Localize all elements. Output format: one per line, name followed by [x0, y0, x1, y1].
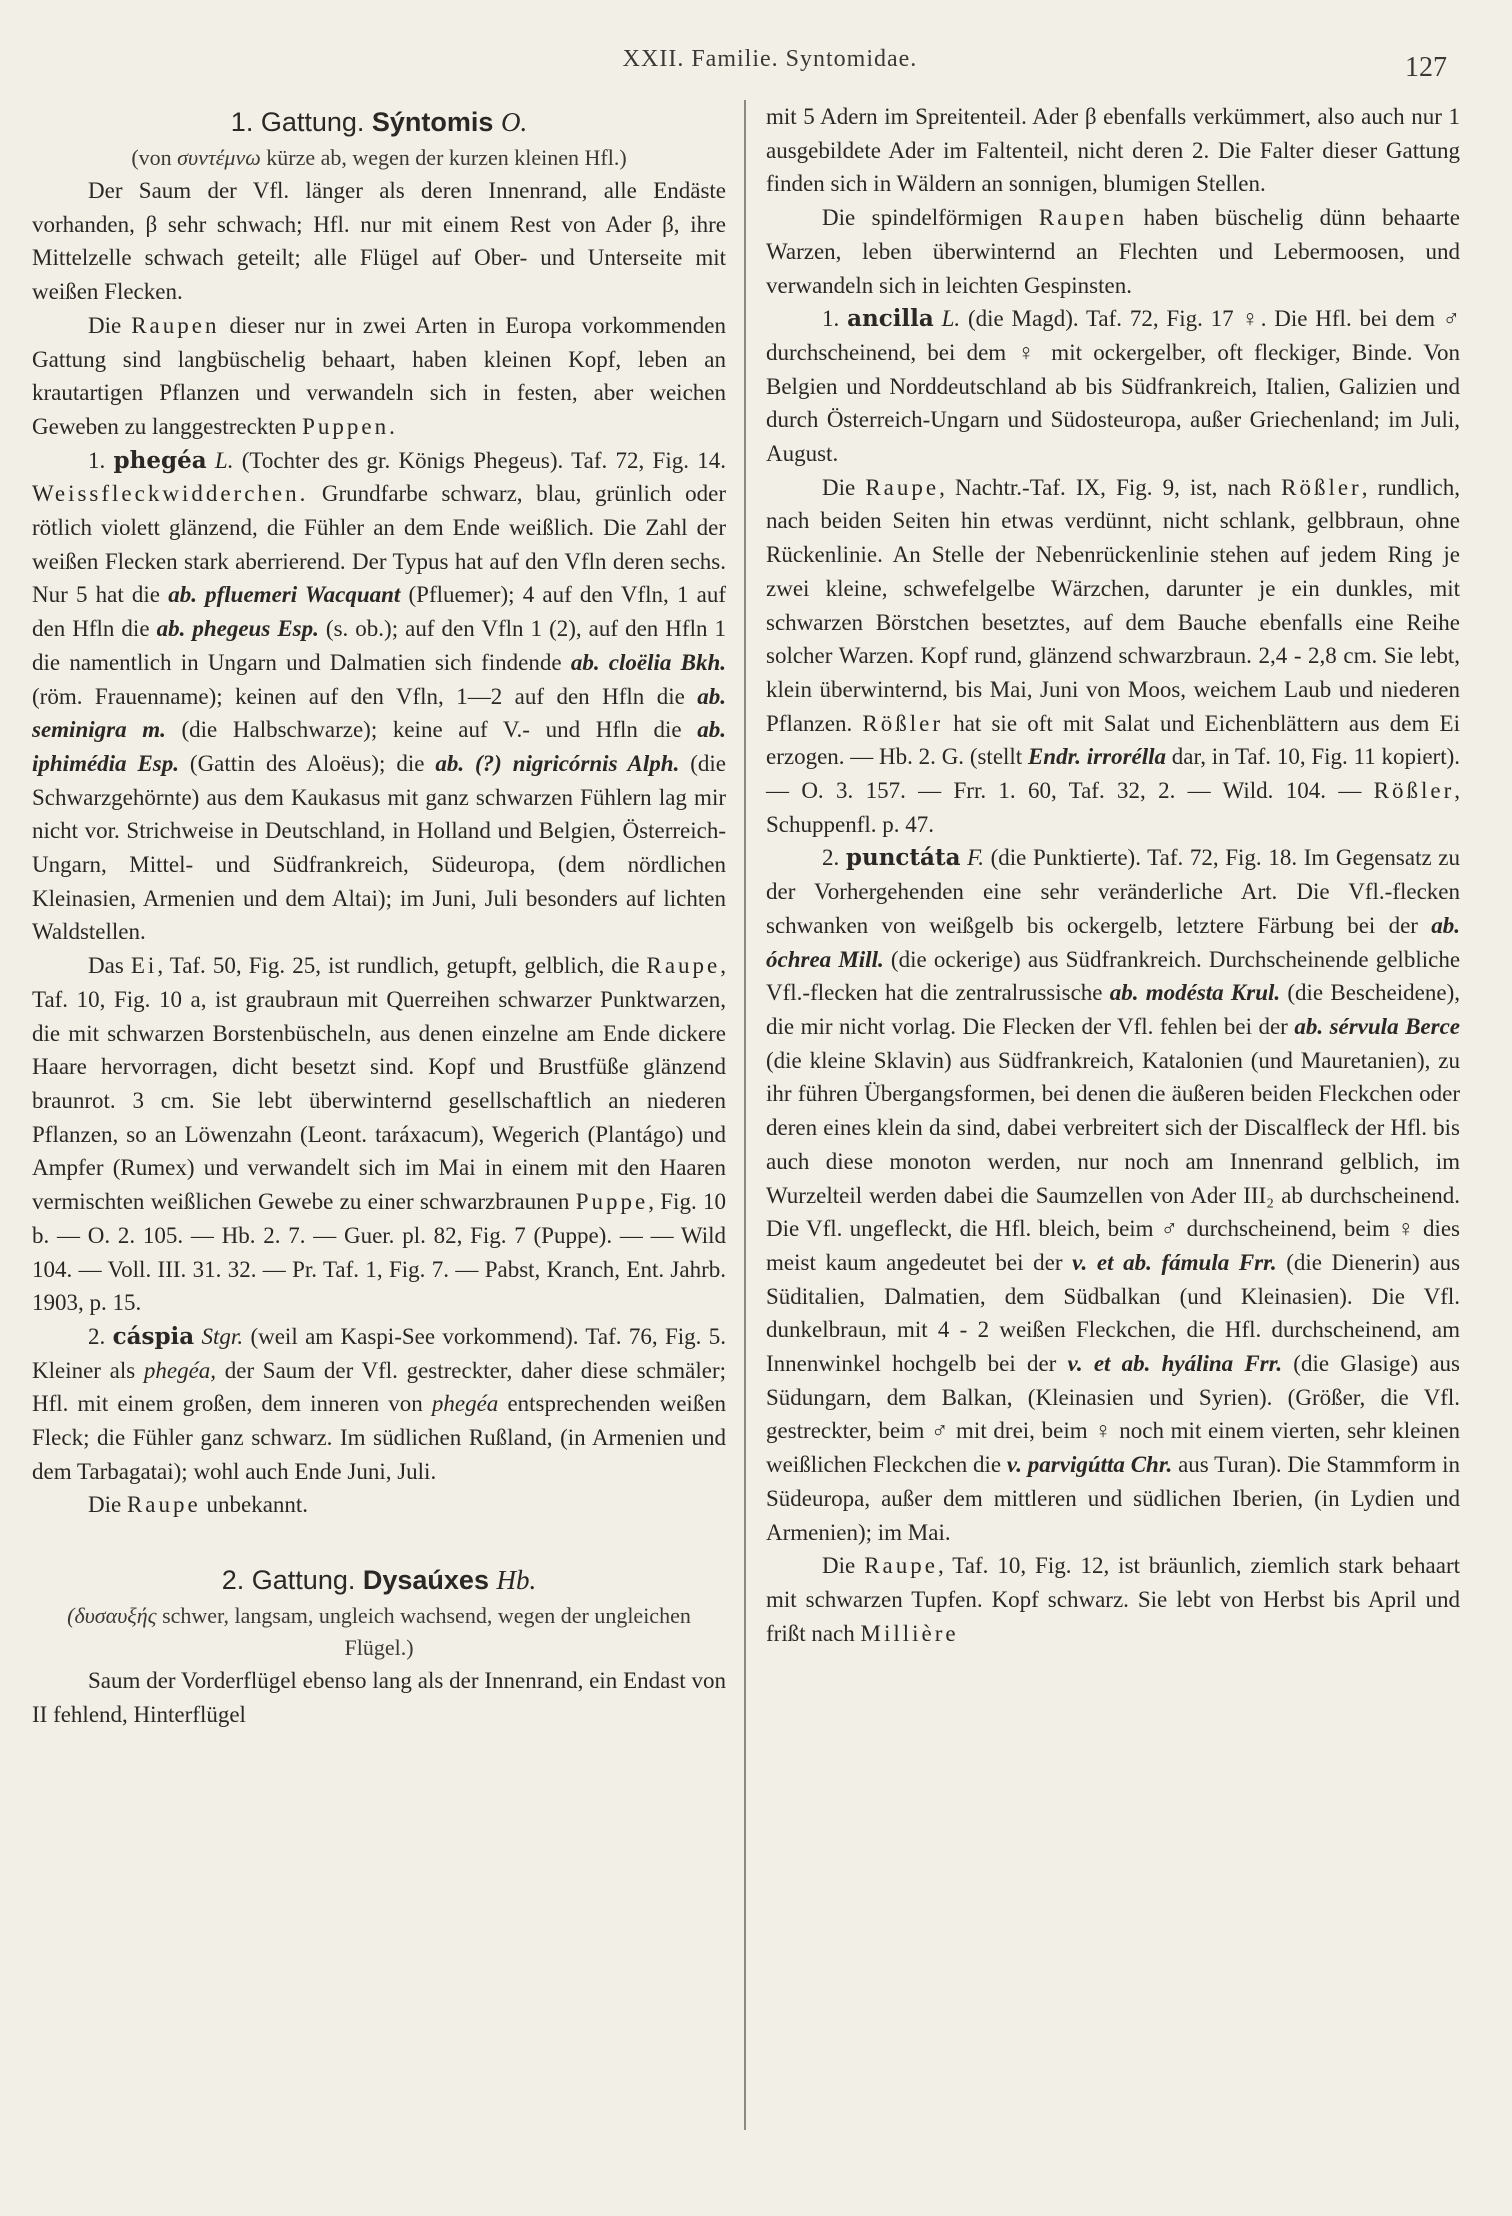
text-run: unbekannt. — [206, 1492, 309, 1518]
spaced-term: Raupe — [865, 474, 940, 500]
text-run: Die — [88, 312, 122, 338]
text-run: (röm. Frauenname); keinen auf den Vfln, 1—2 auf den Hfln die — [32, 683, 685, 709]
spaced-term: Raupe — [646, 953, 721, 979]
text-run: (s. ob.); auf den Vfln 1 (2), auf den Hfln 1 die namentlich in Ungarn und Dalmatien sich findende — [32, 616, 726, 675]
text-run: (die Dienerin) aus Süditalien, Dalmatien, dem Südbalkan (und Kleinasien). Die Vfl. dunkelbraun, mit 4 - 2 weißen Fleckchen, die Hfl. durchscheinend, am Innenwinkel hochgelb bei der — [766, 1249, 1461, 1377]
aberration-name: ab. modésta Krul. — [1109, 980, 1281, 1006]
etymology-text: schwer, langsam, ungleich wachsend, wegen der ungleichen Flügel.) — [162, 1603, 691, 1661]
aberration-name: ab. sérvula Berce — [1294, 1013, 1460, 1039]
column-divider — [744, 100, 746, 2130]
genus-heading-syntomis — [32, 104, 726, 140]
phegea-egg-larva-paragraph — [32, 949, 726, 1320]
genus-number: 1. Gattung. — [230, 107, 365, 137]
species-author: Stgr. — [201, 1323, 244, 1349]
text-run: (die Halbschwarze); keine auf V.- und Hfln die — [181, 717, 682, 743]
species-author: F. — [967, 845, 984, 871]
author-name: Rößler — [1373, 778, 1455, 804]
text-run: (die Glasige) aus Südungarn, dem Balkan, (Kleinasien und Syrien). (Größer, die Vfl. gestreckter, beim ♂ mit drei, beim ♀ noch mit einem vierten, sehr kleinen weißlichen Fleckchen die — [766, 1351, 1461, 1478]
text-run: , rundlich, nach beiden Seiten hin etwas verdünnt, nicht schlank, gelbbraun, ohne Rückenlinie. An Stelle der Nebenrückenlinie stehen auf jedem Ring je zwei kleine, schwefelgelbe Wärzchen, darunter je ein dunkles, mit schwarzen Börstchen besetztes, auf dem Bauche ebenfalls eine Reihe solcher Warzen. Kopf rund, glänzend schwarzbraun. 2,4 - 2,8 cm. Sie lebt, klein überwinternd, bis Mai, Juni von Moos, weichem Laub und niederen Pflanzen. — [766, 474, 1460, 736]
species-phegea — [32, 444, 726, 950]
ancilla-larva-paragraph — [766, 471, 1460, 842]
aberration-name: ab. phegeus Esp. — [156, 616, 319, 642]
species-author: L. — [214, 447, 234, 473]
genus-etymology — [32, 1600, 726, 1664]
text-run: Die spindelförmigen — [822, 205, 1023, 231]
genus-author: O. — [500, 107, 528, 137]
text-run: der Saum der Vfl. gestreckter, daher diese schmäler; Hfl. mit einem großen, dem inneren von — [32, 1357, 727, 1417]
aberration-name: v. et ab. hyálina Frr. — [1067, 1351, 1283, 1377]
text-run: Die — [822, 1553, 856, 1579]
spaced-term: Raupen — [1038, 205, 1128, 231]
spaced-term: Raupe — [126, 1492, 201, 1518]
species-reference: Endr. irrorélla — [1027, 744, 1167, 770]
right-column — [766, 100, 1460, 1650]
genus-name: Sýntomis — [371, 107, 494, 137]
text-run: (Tochter des gr. Königs Phegeus). Taf. 72, Fig. 14. — [241, 447, 727, 473]
text-run: (die kleine Sklavin) aus Südfrankreich, Katalonien (und Mauretanien), zu ihr führen Übergangsformen, bei denen die äußeren beiden Fleckchen oder deren eines klein da sind, dabei verbreitert sich der Discalfleck der Hfl. bis auch diese monoton werden, nur noch am Innenrand gelblich, im Wurzelteil werden dabei die Saumzellen von Ader III₂ ab durchscheinend. Die Vfl. ungefleckt, die Hfl. bleich, beim ♂ durchscheinend, beim ♀ dies meist kaum angedeutet bei der — [766, 1047, 1460, 1275]
greek-word: συντέμνω — [177, 145, 261, 170]
text-run: hat sie oft mit Salat und Eichenblättern aus dem Ei erzogen. — Hb. 2. G. (stellt — [766, 710, 1460, 770]
species-number: 2. — [822, 845, 840, 871]
aberration-name: ab. óchrea Mill. — [766, 912, 1460, 972]
aberration-name: ab. iphimédia Esp. — [32, 717, 727, 776]
text-run: (die Punktierte). Taf. 72, Fig. 18. Im Gegensatz zu der Vorhergehenden eine sehr veränderliche Art. Die Vfl.-flecken schwanken von weißgelb bis ockergelb, letztere Färbung bei der — [766, 845, 1461, 938]
aberration-name: v. et ab. fámula Frr. — [1072, 1249, 1277, 1275]
species-punctata — [766, 841, 1460, 1549]
running-head: XXII. Familie. Syntomidae. — [622, 46, 918, 72]
genus-larva-paragraph — [32, 309, 726, 444]
spaced-term: Raupen — [131, 312, 220, 338]
text-run: (Pfluemer); 4 auf den Vfln, 1 auf den Hfln die — [32, 582, 727, 642]
genus-etymology — [32, 142, 726, 174]
text-run: (die ockerige) aus Südfrankreich. Durchscheinende gelbliche Vfl.-flecken hat die zentralrussische — [766, 946, 1461, 1006]
genus-description-continued: mit 5 Adern im Spreitenteil. Ader β ebenfalls verkümmert, also auch nur 1 ausgebildete Ader im Faltenteil, nicht deren 2. Die Falter dieser Gattung finden sich in Wäldern an sonnigen, blumigen Stellen. — [766, 104, 1460, 197]
text-run: (die Bescheidene), die mir nicht vorlag. Die Flecken der Vfl. fehlen bei der — [766, 980, 1460, 1039]
etymology-text: kürze ab, wegen der kurzen kleinen Hfl.) — [266, 145, 627, 170]
species-name: ancilla — [847, 305, 934, 333]
aberration-name: ab. seminigra m. — [32, 683, 727, 743]
species-name: cáspia — [112, 1322, 195, 1350]
genus-heading-dysauxes — [32, 1562, 726, 1598]
species-reference: phegéa, — [143, 1357, 217, 1383]
text-run: , Fig. 10 b. — O. 2. 105. — Hb. 2. 7. — Guer. pl. 82, Fig. 7 (Puppe). — — Wild 104. — Voll. III. 31. 32. — Pr. Taf. 1, Fig. 7. — Pabst, Kranch, Ent. Jahrb. 1903, p. 15. — [32, 1189, 727, 1316]
etymology-text: (von — [131, 145, 172, 170]
author-name: Millière — [860, 1620, 959, 1646]
aberration-name: ab. cloëlia Bkh. — [570, 649, 726, 675]
species-caspia — [32, 1320, 726, 1489]
species-name: punctáta — [845, 844, 961, 872]
species-number: 1. — [88, 447, 106, 473]
text-run: Die — [822, 474, 856, 500]
text-run: entsprechenden weißen Fleck; die Fühler ganz schwarz. Im südlichen Rußland, (in Armenien und dem Tarbagatai); wohl auch Ende Juni, Juli. — [32, 1391, 727, 1484]
vernacular-name: Weissfleckwidderchen. — [32, 481, 309, 507]
text-run: aus Turan). Die Stammform in Südeuropa, außer dem mittleren und südlichen Iberien, (in Lydien und Armenien); im Mai. — [766, 1452, 1460, 1545]
spaced-term: Raupe — [864, 1553, 938, 1579]
species-number: 1. — [822, 306, 840, 332]
text-run: , Taf. 50, Fig. 25, ist rundlich, getupft, gelblich, die — [157, 953, 640, 979]
spaced-term: Ei — [130, 953, 158, 979]
text-run: , Schuppenfl. p. 47. — [766, 778, 1461, 837]
punctata-larva-paragraph — [766, 1549, 1460, 1650]
aberration-name: ab. pfluemeri Wacquant — [168, 582, 401, 608]
genus-larva-paragraph — [766, 201, 1460, 302]
text-run: (Gattin des Aloëus); die — [189, 750, 425, 776]
text-run: (weil am Kaspi-See vorkommend). Taf. 76, Fig. 5. Kleiner als — [32, 1323, 726, 1383]
genus-description: Saum der Vorderflügel ebenso lang als der Innenrand, ein Endast von II fehlend, Hinterflügel — [32, 1668, 726, 1727]
aberration-name: v. parvigútta Chr. — [1006, 1452, 1173, 1478]
aberration-name: ab. (?) nigricórnis Alph. — [435, 750, 680, 776]
text-run: haben büschelig dünn behaarte Warzen, leben überwinternd an Flechten und Lebermoosen, und verwandeln sich in leichten Gespinsten. — [766, 205, 1460, 298]
spaced-term: Puppe — [575, 1189, 649, 1215]
text-run: (die Magd). Taf. 72, Fig. 17 ♀. Die Hfl. bei dem ♂ durchscheinend, bei dem ♀ mit ockergelber, oft fleckiger, Binde. Von Belgien und Norddeutschland ab bis Südfrankreich, Italien, Galizien und durch Österreich-Ungarn und Südosteuropa, außer Griechenland; im Juli, August. — [766, 306, 1461, 467]
text-run: , Taf. 10, Fig. 12, ist bräunlich, ziemlich stark behaart mit schwarzen Tupfen. Kopf schwarz. Sie lebt von Herbst bis April und frißt nach — [766, 1553, 1461, 1646]
species-name: phegéa — [113, 446, 207, 474]
text-run: Das — [88, 953, 124, 979]
text-run: dar, in Taf. 10, Fig. 11 kopiert). — O. 3. 157. — Frr. 1. 60, Taf. 32, 2. — Wild. 104. — — [766, 744, 1460, 804]
genus-author: Hb. — [496, 1565, 537, 1596]
spaced-term: Puppen. — [302, 413, 398, 439]
genus-name: Dysaúxes — [362, 1565, 489, 1596]
text-run: (die Schwarzgehörnte) aus dem Kaukasus mit ganz schwarzen Fühlern lag mir nicht vor. Strichweise in Deutschland, in Holland und Belgien, Österreich-Ungarn, Mittel- und Südfrankreich, Südeuropa, (dem nördlichen Kleinasien, Armenien und dem Altai); im Juni, Juli besonders auf lichten Waldstellen. — [32, 750, 727, 945]
species-author: L. — [941, 306, 961, 332]
greek-word: (δυσαυξής — [67, 1603, 157, 1629]
left-column — [32, 100, 726, 1732]
caspia-larva-paragraph — [32, 1488, 726, 1522]
text-run: , Nachtr.-Taf. IX, Fig. 9, ist, nach — [939, 474, 1271, 500]
page-number: 127 — [1405, 52, 1447, 83]
author-name: Rößler — [862, 710, 944, 736]
section-gap — [32, 1522, 726, 1558]
genus-number: 2. Gattung. — [221, 1565, 356, 1596]
species-number: 2. — [88, 1323, 106, 1349]
text-run: Grundfarbe schwarz, blau, grünlich oder rötlich violett glänzend, die Fühler an dem Ende weißlich. Die Zahl der weißen Flecken stark aberrierend. Der Typus hat auf den Vfln deren sechs. Nur 5 hat die — [32, 481, 726, 608]
text-run: , Taf. 10, Fig. 10 a, ist graubraun mit Querreihen schwarzer Punktwarzen, die mit schwarzen Borstenbüscheln, aus denen einzelne am Ende dickere Haare hervorragen, dicht besetzt sind. Kopf und Brustfüße glänzend braunrot. 3 cm. Sie lebt überwinternd gesellschaftlich an niederen Pflanzen, so an Löwenzahn (Leont. taráxacum), Wegerich (Plantágo) und Ampfer (Rumex) und verwandelt sich im Mai in einem mit den Haaren vermischten weißlichen Gewebe zu einer schwarzbraunen — [32, 953, 727, 1215]
species-reference: phegéa — [431, 1391, 499, 1417]
text-run: Die — [88, 1492, 122, 1518]
text-run: dieser nur in zwei Arten in Europa vorkommenden Gattung sind langbüschelig behaart, haben kleinen Kopf, leben an krautartigen Pflanzen und verwandeln sich in festen, aber weichen Geweben zu langgestreckten — [32, 312, 726, 439]
genus-description: Der Saum der Vfl. länger als deren Innenrand, alle Endäste vorhanden, β sehr schwach; Hfl. nur mit einem Rest von Ader β, ihre Mittelzelle schwach geteilt; alle Flügel auf Ober- und Unterseite mit weißen Flecken. — [32, 178, 726, 305]
species-ancilla — [766, 302, 1460, 471]
author-name: Rößler — [1281, 474, 1362, 500]
